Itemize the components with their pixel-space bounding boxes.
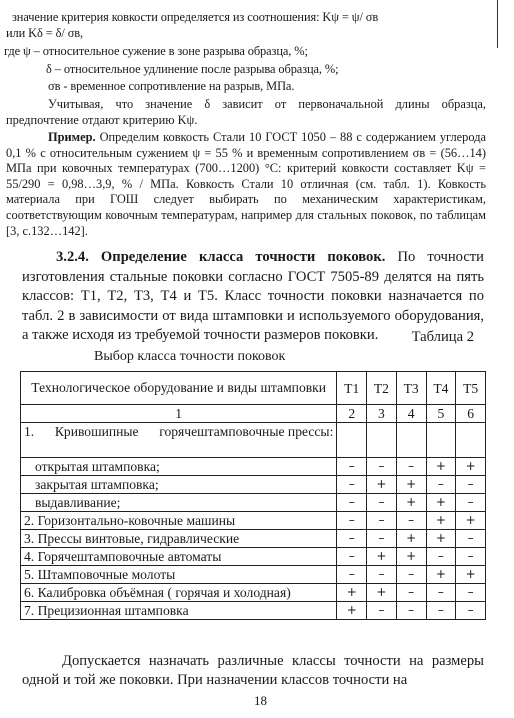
table-row xyxy=(21,584,486,602)
cell-mark: + xyxy=(367,476,397,494)
row-label-presses: 1. Кривошипные горячештамповочные прессы: xyxy=(21,423,337,458)
accuracy-class-table xyxy=(20,371,486,620)
header-class-t4: T4 xyxy=(426,372,456,405)
cell-mark: – xyxy=(367,530,397,548)
example-label: Пример. xyxy=(48,130,96,144)
cell-mark: + xyxy=(426,530,456,548)
cell-mark: – xyxy=(396,602,426,620)
cell-mark: – xyxy=(456,548,486,566)
cell-mark: – xyxy=(367,602,397,620)
col-number-3: 3 xyxy=(367,405,397,423)
cell-mark: + xyxy=(426,494,456,512)
col-number-2: 2 xyxy=(337,405,367,423)
formula-line: значение критерия ковкости определяется из соотношения: Kψ = ψ/ σв xyxy=(12,10,379,24)
header-class-t1: T1 xyxy=(337,372,367,405)
cell-mark: – xyxy=(337,458,367,476)
definition-delta: δ – относительное удлинение после разрыва образца, %; xyxy=(46,62,339,76)
cell-mark: – xyxy=(456,602,486,620)
cell-mark: – xyxy=(456,494,486,512)
row-label: 2. Горизонтально-ковочные машины xyxy=(21,512,337,530)
cell-mark: + xyxy=(456,512,486,530)
cell-mark: – xyxy=(337,566,367,584)
cell-mark: + xyxy=(456,458,486,476)
note-paragraph: Учитывая, что значение δ зависит от первоначальной длины образца, предпочтение отдают критерию Kψ. xyxy=(6,97,486,127)
definition-psi: где ψ – относительное сужение в зоне разрыва образца, %; xyxy=(4,44,308,58)
cell-mark: – xyxy=(337,512,367,530)
row-label: открытая штамповка; xyxy=(21,458,337,476)
cell-mark: + xyxy=(367,548,397,566)
cell-mark: + xyxy=(396,548,426,566)
cell-mark: + xyxy=(367,584,397,602)
cell-mark: – xyxy=(426,584,456,602)
cell-mark: + xyxy=(456,566,486,584)
cell-mark: + xyxy=(396,476,426,494)
section-heading: 3.2.4. Определение класса точности поковок. xyxy=(56,249,386,265)
row-label: закрытая штамповка; xyxy=(21,476,337,494)
table-row xyxy=(21,423,486,458)
page-number: 18 xyxy=(254,693,267,708)
row-label: 5. Штамповочные молоты xyxy=(21,566,337,584)
cell-mark: – xyxy=(396,458,426,476)
table-row xyxy=(21,476,486,494)
col-number-6: 6 xyxy=(456,405,486,423)
cell-mark: – xyxy=(456,584,486,602)
section-text: По точности изготовления стальные поковки согласно ГОСТ 7505-89 делятся на пять классов: Т1, Т2, Т3, Т4 и Т5. Класс точности поковки назначается по табл. 2 в зависимости от вида штамповки и используемого оборудования, а также исходя из требуемой точности размеров поковки. xyxy=(22,249,484,344)
row-label: 6. Калибровка объёмная ( горячая и холодная) xyxy=(21,584,337,602)
cell-mark: + xyxy=(337,602,367,620)
cell-mark: – xyxy=(367,494,397,512)
table-row xyxy=(21,548,486,566)
margin-edge-line xyxy=(497,0,498,48)
table-row xyxy=(21,566,486,584)
header-equipment: Технологическое оборудование и виды штамповки xyxy=(21,372,337,405)
col-number-4: 4 xyxy=(396,405,426,423)
header-class-t5: T5 xyxy=(456,372,486,405)
table-row xyxy=(21,602,486,620)
table-number-row xyxy=(21,405,486,423)
table-header-row xyxy=(21,372,486,405)
cell-mark: – xyxy=(456,530,486,548)
table-row xyxy=(21,530,486,548)
header-class-t2: T2 xyxy=(367,372,397,405)
table-row xyxy=(21,512,486,530)
cell-mark: + xyxy=(396,494,426,512)
example-paragraph xyxy=(6,130,486,239)
cell-mark: – xyxy=(426,602,456,620)
cell-mark: – xyxy=(456,476,486,494)
cell-mark: – xyxy=(426,476,456,494)
table-row xyxy=(21,458,486,476)
header-class-t3: T3 xyxy=(396,372,426,405)
cell-mark: – xyxy=(337,476,367,494)
cell-mark: – xyxy=(396,566,426,584)
cell-mark: – xyxy=(426,548,456,566)
cell-mark: – xyxy=(337,530,367,548)
row-label: 4. Горячештамповочные автоматы xyxy=(21,548,337,566)
cell-mark: – xyxy=(367,458,397,476)
col-number-5: 5 xyxy=(426,405,456,423)
example-text: Определим ковкость Стали 10 ГОСТ 1050 – 88 с содержанием углерода 0,1 % с относительным сужением ψ = 55 % и временным сопротивлением σв = (56…14) МПа при ковочных температурах (700…1200) °С: критерий ковкости составляет Kψ = 55/290 = 0,98…3,9, % / МПа. Ковкость Стали 10 отличная (см. табл. 1). Ковкость материала при ГОШ следует выбирать по механическим характеристикам, соответствующим ковочным температурам, например для стальных поковок, по таблицам [3, с.132…142]. xyxy=(6,130,486,238)
table-label: Таблица 2 xyxy=(411,329,474,345)
table-row xyxy=(21,494,486,512)
col-number-1: 1 xyxy=(21,405,337,423)
table-title: Выбор класса точности поковок xyxy=(94,349,286,364)
cell-mark: – xyxy=(367,566,397,584)
cell-mark: + xyxy=(426,512,456,530)
row-label: 3. Прессы винтовые, гидравлические xyxy=(21,530,337,548)
row-label: 7. Прецизионная штамповка xyxy=(21,602,337,620)
formula-line-2: или Kδ = δ/ σв, xyxy=(6,26,84,40)
cell-mark: + xyxy=(426,458,456,476)
cell-mark: – xyxy=(367,512,397,530)
cell-mark: – xyxy=(396,512,426,530)
definition-sigma: σв - временное сопротивление на разрыв, МПа. xyxy=(48,79,295,93)
cell-mark: – xyxy=(337,548,367,566)
cell-mark: – xyxy=(337,494,367,512)
cell-mark: – xyxy=(396,584,426,602)
cell-mark: + xyxy=(396,530,426,548)
cell-mark: + xyxy=(426,566,456,584)
cell-mark: + xyxy=(337,584,367,602)
footer-paragraph: Допускается назначать различные классы точности на размеры одной и той же поковки. При назначении классов точности на xyxy=(22,653,484,688)
row-label: выдавливание; xyxy=(21,494,337,512)
